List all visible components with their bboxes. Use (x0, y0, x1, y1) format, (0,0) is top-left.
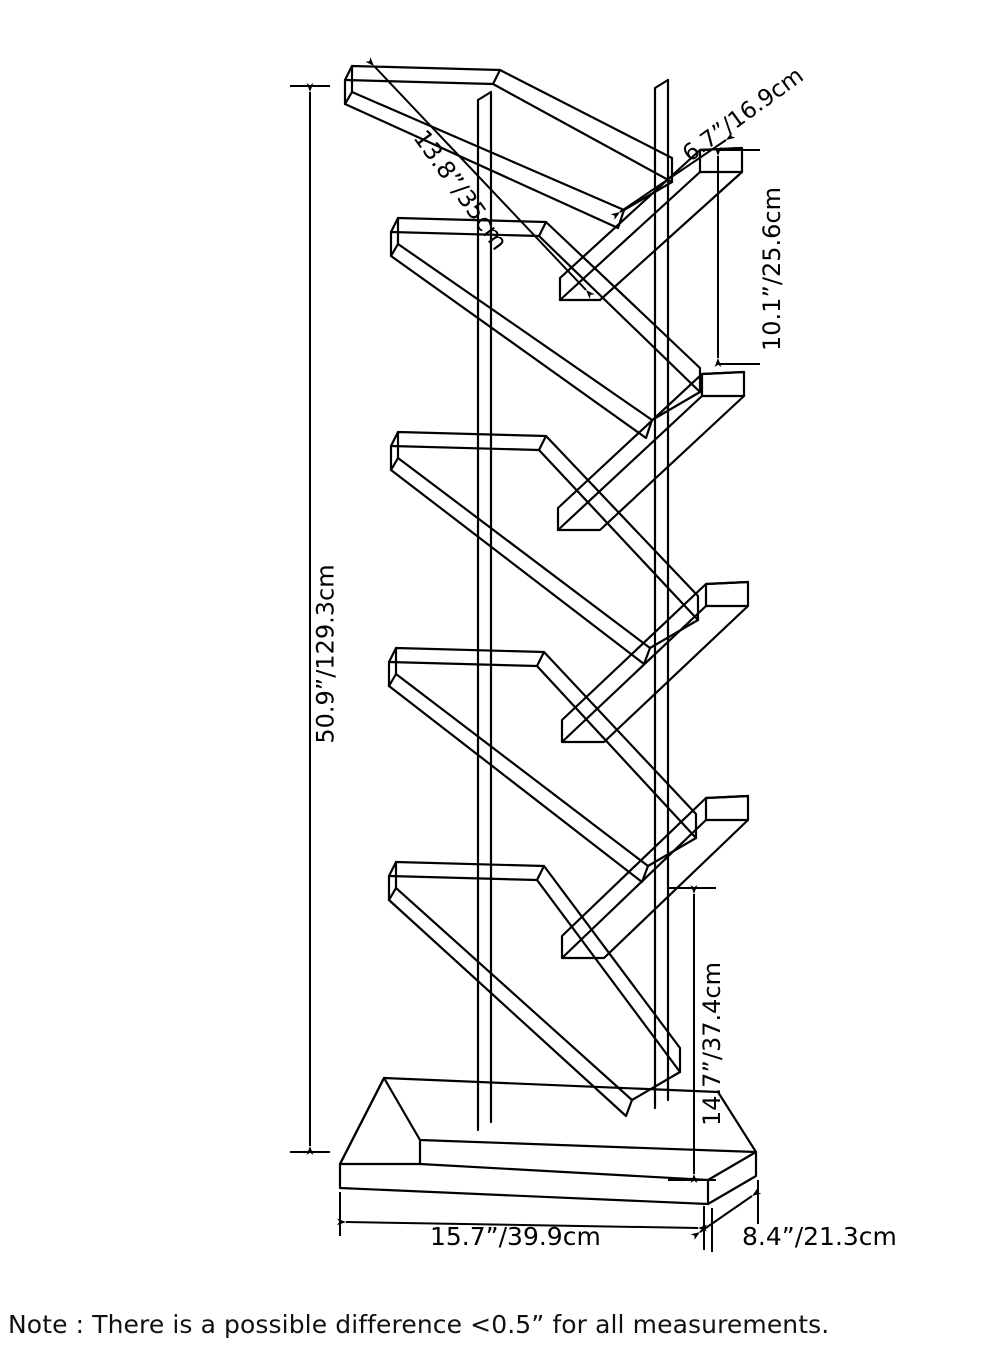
label-base-width: 15.7”/39.9cm (430, 1222, 601, 1251)
shelf-fourth-left (389, 648, 696, 882)
measurement-note: Note : There is a possible difference <0.5” for all measurements. (8, 1310, 830, 1339)
label-shelf-depth-top: 6.7”/16.9cm (677, 62, 809, 168)
label-shelf-diagonal: 13.8”/35cm (407, 124, 514, 256)
shelf-top-left (345, 66, 672, 228)
shelf-third-left (391, 432, 698, 664)
label-overall-height: 50.9”/129.3cm (311, 564, 340, 744)
shelf-fifth-left (389, 862, 680, 1116)
label-base-depth: 8.4”/21.3cm (742, 1222, 897, 1251)
dimension-lines (290, 66, 760, 1252)
dim-shelf-spacing (716, 150, 760, 364)
label-shelf-spacing: 10.1”/25.6cm (757, 187, 786, 351)
label-lower-section: 14.7”/37.4cm (697, 962, 726, 1126)
